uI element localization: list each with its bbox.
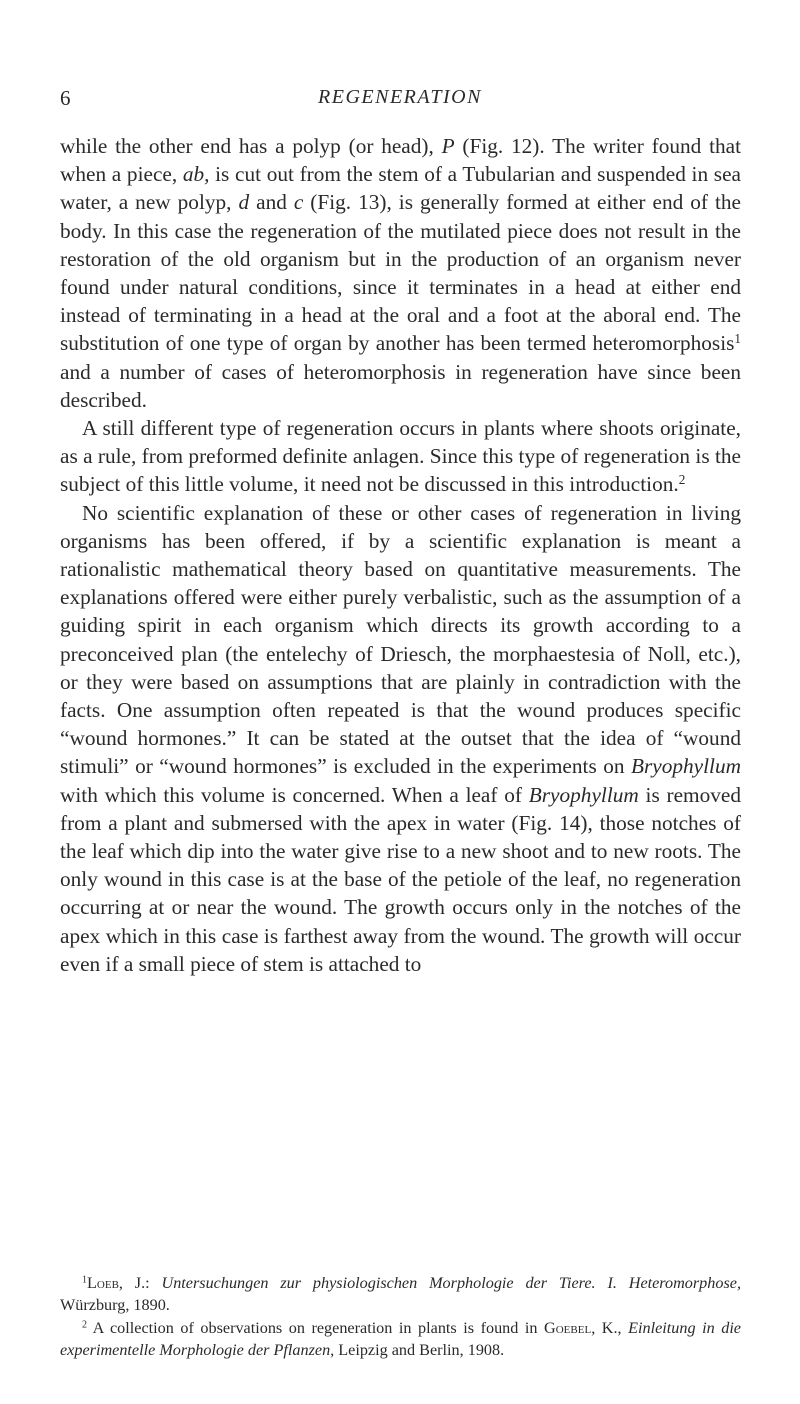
body-text — [60, 132, 741, 978]
paragraph-1: while the other end has a polyp (or head), P (Fig. 12). The writer found that when a piece, ab, is cut out from the stem of a Tubularian and suspended in sea water, a new polyp, d and c (Fig. 13), is generally formed at either end of the body. In this case the regeneration of the mutilated piece does not result in the restoration of the old organism but in the production of an organism never found under natural conditions, since it terminates in a head at either end instead of terminating in a head at the oral and a foot at the aboral end. The substitution of one type of organ by another has been termed heteromorphosis$^1$ and a number of cases of heteromorphosis in regeneration have since been described. — [60, 134, 741, 412]
page-number: 6 — [60, 86, 71, 110]
footnote-ref-2: 2 — [678, 472, 686, 488]
running-title: REGENERATION — [318, 86, 482, 108]
footnote-2: $^2$ A collection of observations on regeneration in plants is found in Goebel, K., Einleitung in die experimentelle Morphologie der Pflanzen, Leipzig and Berlin, 1908. — [60, 1318, 741, 1359]
footnote-1: $^1$Loeb, J.: Untersuchungen zur physiologischen Morphologie der Tiere. I. Heteromorphose, Würzburg, 1890. — [60, 1274, 741, 1315]
page-header — [60, 86, 740, 120]
paragraph-3: No scientific explanation of these or other cases of regeneration in living organisms has been offered, if by a scientific explanation is meant a rationalistic mathematical theory based on quantitative measurements. The explanations offered were either purely verbalistic, such as the assumption of a guiding spirit in each organism which directs its growth according to a preconceived plan (the entelechy of Driesch, the morphaestesia of Noll, etc.), or they were based on assumptions that are plainly in contradiction with the facts. One assumption often repeated is that the wound produces specific “wound hormones.” It can be stated at the outset that the idea of “wound stimuli” or “wound hormones” is excluded in the experiments on Bryophyllum with which this volume is concerned. When a leaf of Bryophyllum is removed from a plant and submersed with the apex in water (Fig. 14), those notches of the leaf which dip into the water give rise to a new shoot and to new roots. The only wound in this case is at the base of the petiole of the leaf, no regeneration occurring at or near the wound. The growth occurs only in the notches of the apex which in this case is farthest away from the wound. The growth will occur even if a small piece of stem is attached to — [60, 500, 741, 976]
footnotes — [60, 1272, 741, 1361]
paragraph-2: A still different type of regeneration occurs in plants where shoots originate, as a rule, from preformed definite anlagen. Since this type of regeneration is the subject of this little volume, it need not be discussed in this introduction.$^2$ — [60, 416, 741, 497]
footnote-ref-1: 1 — [734, 331, 741, 347]
